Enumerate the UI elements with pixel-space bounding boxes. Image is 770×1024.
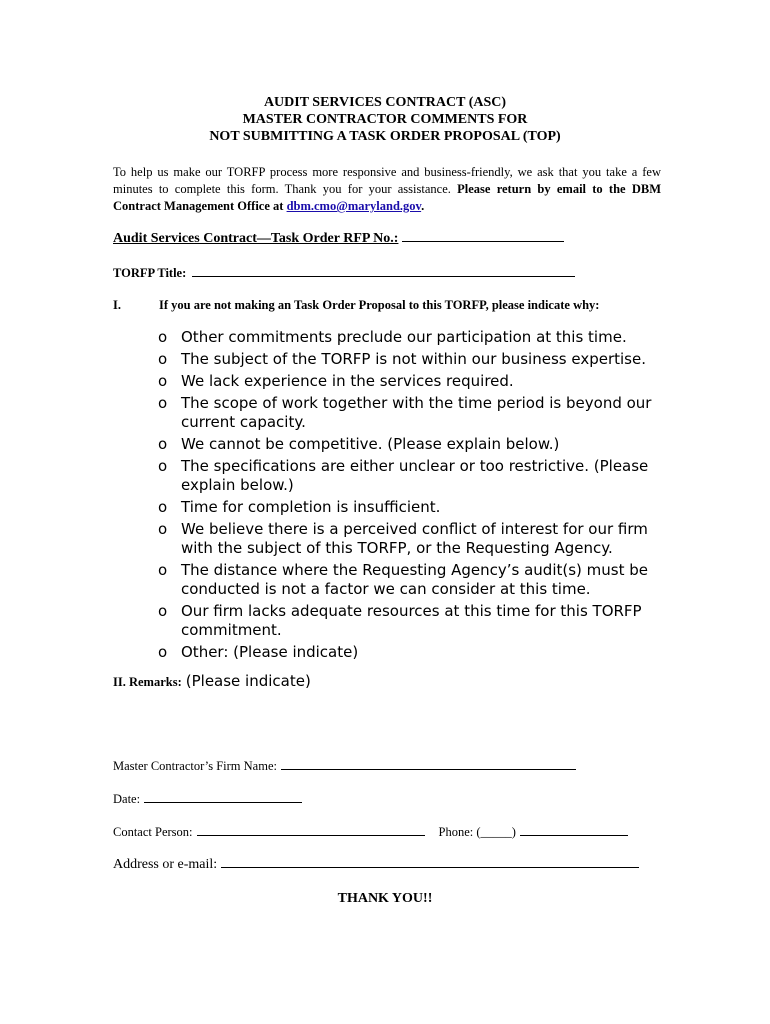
torfp-title-field [113, 265, 575, 281]
intro-return-instructions: Please return by email to the DBM Contract Management Office at [113, 182, 662, 213]
firm-name-field [113, 758, 576, 774]
bullet-marker: o [158, 643, 168, 661]
bullet-marker: o [158, 498, 168, 516]
section-one-number: I. [113, 298, 121, 312]
address-blank[interactable] [221, 856, 639, 868]
intro-paragraph [113, 164, 661, 215]
phone-label: Phone: (_____) [438, 825, 516, 839]
title-line-3: NOT SUBMITTING A TASK ORDER PROPOSAL (TOP) [209, 129, 561, 144]
date-label: Date: [113, 792, 141, 806]
remarks-section [113, 672, 311, 691]
reason-item [158, 643, 668, 662]
bullet-marker: o [158, 394, 168, 412]
bullet-marker: o [158, 372, 168, 390]
reason-item [158, 435, 668, 454]
reason-item [158, 328, 668, 347]
phone-blank[interactable] [520, 824, 628, 836]
firm-name-blank[interactable] [281, 758, 576, 770]
reason-text: The subject of the TORFP is not within our business expertise. [181, 350, 646, 368]
address-label: Address or e-mail: [113, 857, 218, 872]
remarks-value: (Please indicate) [185, 672, 311, 690]
torfp-title-label: TORFP Title: [113, 266, 187, 280]
reason-text: The distance where the Requesting Agency’s audit(s) must be conducted is not a factor we can consider at this time. [181, 561, 648, 598]
rfp-number-field [113, 229, 564, 247]
contact-person-field [113, 824, 628, 840]
reason-item [158, 372, 668, 391]
bullet-marker: o [158, 435, 168, 453]
bullet-marker: o [158, 520, 168, 538]
bullet-marker: o [158, 328, 168, 346]
contact-person-label: Contact Person: [113, 825, 193, 839]
reason-item [158, 561, 668, 599]
reason-item [158, 394, 668, 432]
title-line-1: AUDIT SERVICES CONTRACT (ASC) [263, 95, 507, 110]
contact-email-link[interactable]: dbm.cmo@maryland.gov [286, 199, 422, 213]
form-title [0, 94, 770, 145]
section-one-text: If you are not making an Task Order Proposal to this TORFP, please indicate why: [159, 298, 600, 312]
torfp-title-blank[interactable] [192, 265, 575, 277]
reason-text: We cannot be competitive. (Please explain below.) [181, 435, 560, 453]
bullet-marker: o [158, 350, 168, 368]
reason-text: We believe there is a perceived conflict of interest for our firm with the subject of this TORFP, or the Requesting Agency. [181, 520, 648, 557]
rfp-number-blank[interactable] [402, 229, 564, 242]
reason-text: The scope of work together with the time period is beyond our current capacity. [181, 394, 652, 431]
contact-person-blank[interactable] [197, 824, 425, 836]
reason-text: Time for completion is insufficient. [181, 498, 441, 516]
date-field [113, 791, 302, 807]
reason-item [158, 350, 668, 369]
closing-thank-you: THANK YOU!! [337, 891, 433, 906]
firm-name-label: Master Contractor’s Firm Name: [113, 759, 277, 773]
reason-text: We lack experience in the services required. [181, 372, 514, 390]
reasons-list [158, 328, 668, 665]
intro-period: . [421, 199, 425, 213]
section-one-heading [113, 298, 599, 313]
bullet-marker: o [158, 602, 168, 620]
bullet-marker: o [158, 457, 168, 475]
intro-text: To help us make our TORFP process more responsive and business-friendly, we ask that you take a few minutes to complete this form. Thank you for your assistance. [113, 165, 661, 196]
reason-item [158, 498, 668, 517]
reason-text: Other commitments preclude our participation at this time. [181, 328, 627, 346]
reason-item [158, 457, 668, 495]
reason-text: Other: (Please indicate) [181, 643, 359, 661]
reason-text: The specifications are either unclear or too restrictive. (Please explain below.) [181, 457, 649, 494]
bullet-marker: o [158, 561, 168, 579]
reason-text: Our firm lacks adequate resources at this time for this TORFP commitment. [181, 602, 642, 639]
remarks-label: II. Remarks: [113, 675, 182, 689]
address-field [113, 856, 639, 873]
date-blank[interactable] [144, 791, 302, 803]
rfp-number-label: Audit Services Contract—Task Order RFP No.: [113, 231, 399, 246]
title-line-2: MASTER CONTRACTOR COMMENTS FOR [242, 112, 528, 127]
reason-item [158, 520, 668, 558]
reason-item [158, 602, 668, 640]
